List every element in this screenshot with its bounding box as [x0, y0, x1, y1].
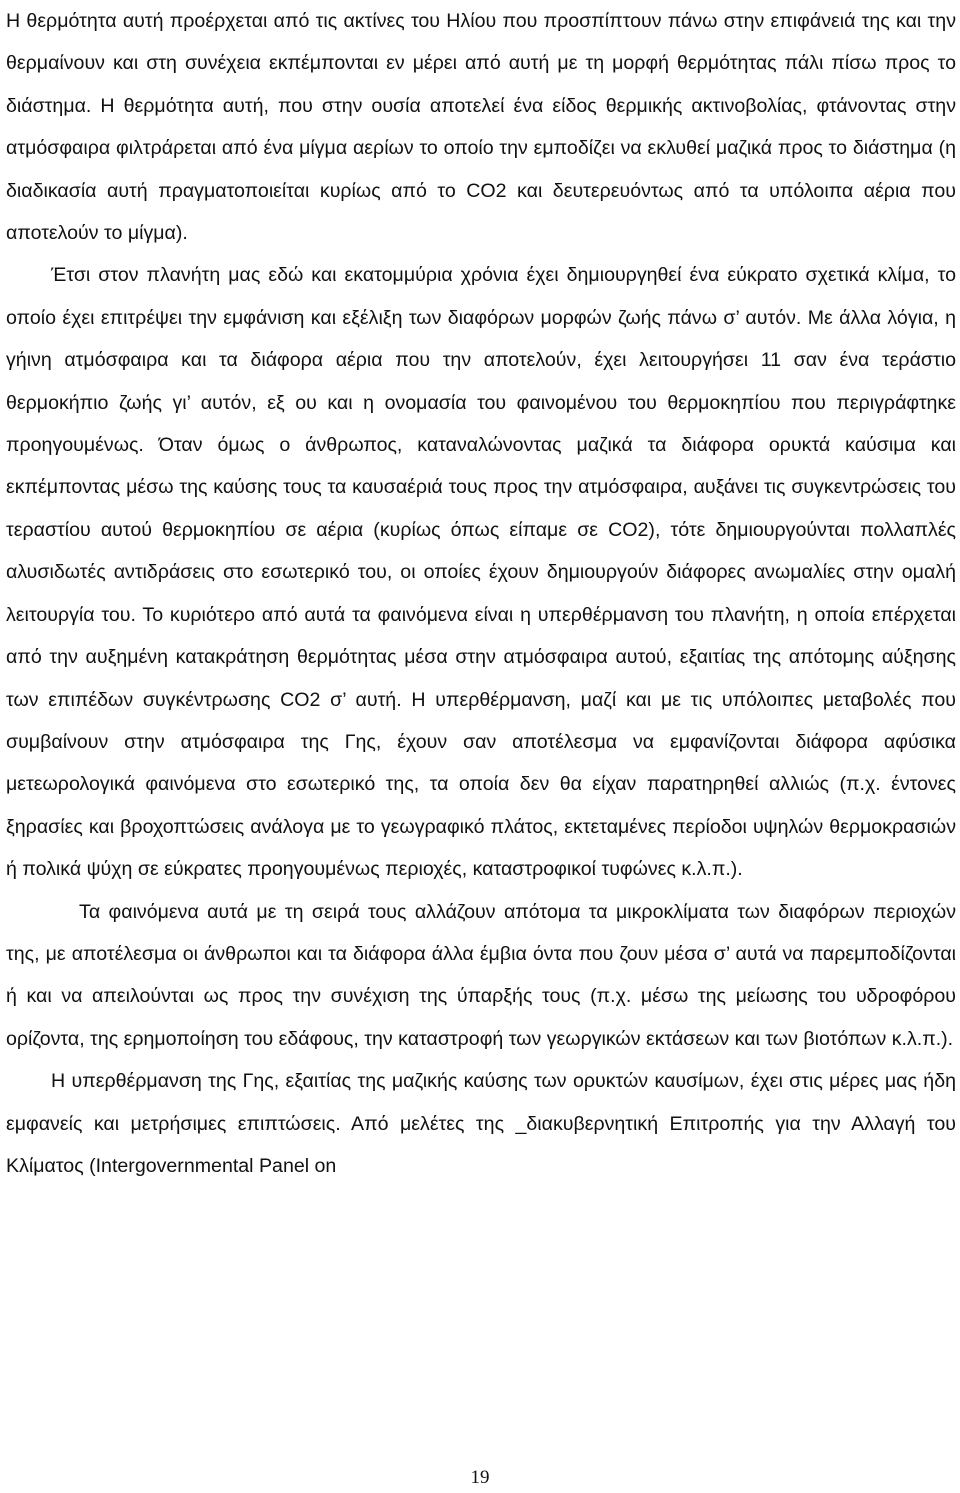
- paragraph-4: Η υπερθέρμανση της Γης, εξαιτίας της μαζικής καύσης των ορυκτών καυσίμων, έχει στις μέρες μας ήδη εμφανείς και μετρήσιμες επιπτώσεις. Από μελέτες της _διακυβερνητική Επιτροπής για την Αλλαγή του Κλίματος (Intergovernmental Panel on: [6, 1070, 956, 1177]
- paragraph-2: Έτσι στον πλανήτη μας εδώ και εκατομμύρια χρόνια έχει δημιουργηθεί ένα εύκρατο σχετικά κλίμα, το οποίο έχει επιτρέψει την εμφάνιση και εξέλιξη των διαφόρων μορφών ζωής πάνω σ’ αυτόν. Με άλλα λόγια, η γήινη ατμόσφαιρα και τα διάφορα αέρια που την αποτελούν, έχει λειτουργήσει 11 σαν ένα τεράστιο θερμοκήπιο ζωής γι’ αυτόν, εξ ου και η ονομασία του φαινομένου του θερμοκηπίου που περιγράφτηκε προηγουμένως. Όταν όμως ο άνθρωπος, καταναλώνοντας μαζικά τα διάφορα ορυκτά καύσιμα και εκπέμποντας μέσω της καύσης τους τα καυσαέριά τους προς την ατμόσφαιρα, αυξάνει τις συγκεντρώσεις του τεραστίου αυτού θερμοκηπίου σε αέρια (κυρίως όπως είπαμε σε CO2), τότε δημιουργούνται πολλαπλές αλυσιδωτές αντιδράσεις στο εσωτερικό του, οι οποίες έχουν δημιουργούν διάφορες ανωμαλίες στην ομαλή λειτουργία του. Το κυριότερο από αυτά τα φαινόμενα είναι η υπερθέρμανση του πλανήτη, η οποία επέρχεται από την αυξημένη κατακράτηση θερμότητας μέσα στην ατμόσφαιρα αυτού, εξαιτίας της απότομης αύξησης των επιπέδων συγκέντρωσης CO2 σ’ αυτή. Η υπερθέρμανση, μαζί και με τις υπόλοιπες μεταβολές που συμβαίνουν στην ατμόσφαιρα της Γης, έχουν σαν αποτέλεσμα να εμφανίζονται διάφορα αφύσικα μετεωρολογικά φαινόμενα στο εσωτερικό της, τα οποία δεν θα είχαν παρατηρηθεί αλλιώς (π.χ. έντονες ξηρασίες και βροχοπτώσεις ανάλογα με το γεωγραφικό πλάτος, εκτεταμένες περίοδοι υψηλών θερμοκρασιών ή πολικά ψύχη σε εύκρατες προηγουμένως περιοχές, καταστροφικοί τυφώνες κ.λ.π.).: [6, 264, 956, 881]
- document-body: [6, 0, 956, 1187]
- paragraph-3: Τα φαινόμενα αυτά με τη σειρά τους αλλάζουν απότομα τα μικροκλίματα των διαφόρων περιοχών της, με αποτέλεσμα οι άνθρωποι και τα διάφορα άλλα έμβια όντα που ζουν μέσα σ’ αυτά να παρεμποδίζονται ή και να απειλούνται ως προς την συνέχιση της ύπαρξής τους (π.χ. μέσω της μείωσης του υδροφόρου ορίζοντα, της ερημοποίηση του εδάφους, την καταστροφή των γεωργικών εκτάσεων και των βιοτόπων κ.λ.π.).: [6, 900, 956, 1050]
- paragraph-1: Η θερμότητα αυτή προέρχεται από τις ακτίνες του Ηλίου που προσπίπτουν πάνω στην επιφάνειά της και την θερμαίνουν και στη συνέχεια εκπέμπονται εν μέρει από αυτή με τη μορφή θερμότητας πάλι πίσω προς το διάστημα. Η θερμότητα αυτή, που στην ουσία αποτελεί ένα είδος θερμικής ακτινοβολίας, φτάνοντας στην ατμόσφαιρα φιλτράρεται από ένα μίγμα αερίων το οποίο την εμποδίζει να εκλυθεί μαζικά προς το διάστημα (η διαδικασία αυτή πραγματοποιείται κυρίως από το CO2 και δευτερευόντως από τα υπόλοιπα αέρια που αποτελούν το μίγμα).: [6, 10, 956, 245]
- page-number: 19: [470, 1467, 490, 1488]
